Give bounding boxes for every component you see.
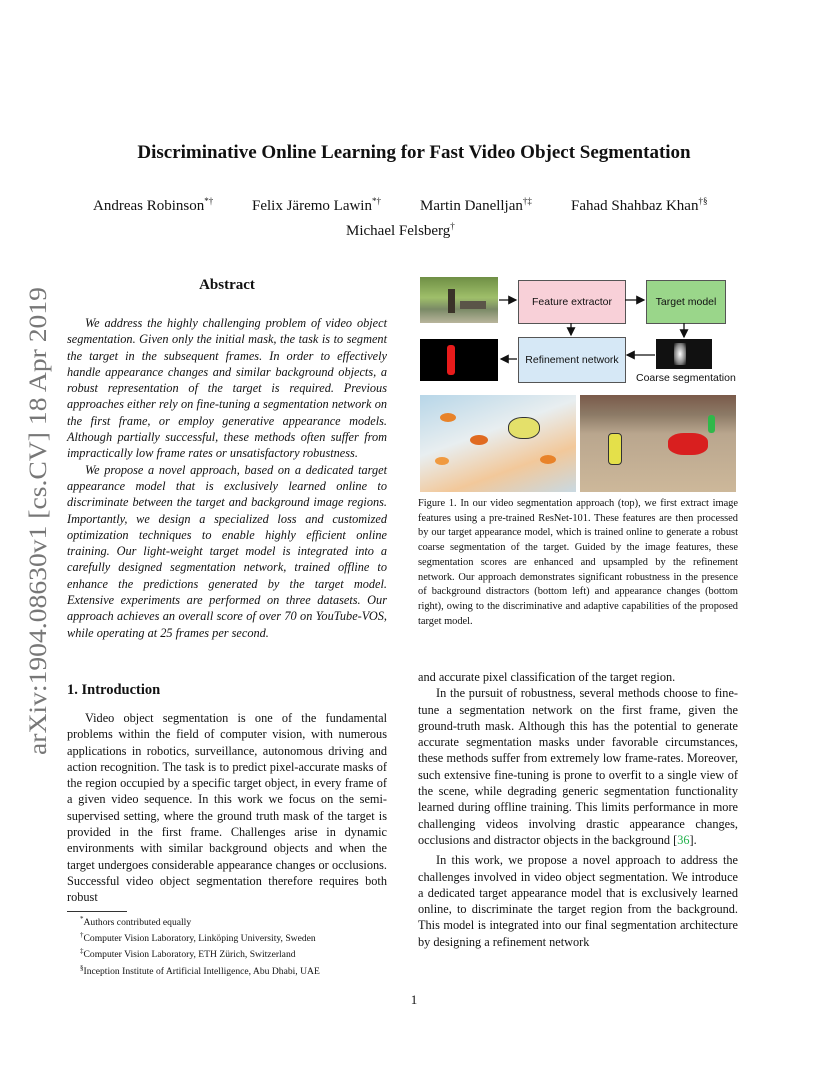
coarse-segmentation-label: Coarse segmentation (636, 372, 736, 384)
flow-arrows (418, 275, 740, 385)
author: Fahad Shahbaz Khan†§ (571, 196, 708, 214)
footnote: †Computer Vision Laboratory, Linköping University, Sweden (80, 931, 316, 945)
bull-example-image (580, 395, 736, 492)
footnote: *Authors contributed equally (80, 915, 192, 929)
intro-body (67, 710, 387, 906)
body-paragraph: Video object segmentation is one of the fundamental problems within the field of computer vision, with numerous applications in robotics, surveillance, autonomous driving and action recognition. The task is to predict pixel-accurate masks of the region occupied by a specific target object, in every frame of a given video sequence. In this work we focus on the semi-supervised setting, where the ground truth mask of the target is provided in the first frame. Challenges arise in dynamic environments with similar background objects and when the target undergoes considerable appearance changes or occlusions. Successful video object segmentation therefore requires both robust (67, 711, 387, 905)
refinement-network-box: Refinement network (518, 337, 626, 383)
footnote-rule (67, 911, 127, 912)
figure-caption: Figure 1. In our video segmentation approach (top), we first extract image features using a pre-trained ResNet-101. These features are then processed by our target appearance model, which is trained online to generate a robust coarse segmentation of the target. Guided by the image features, these segmentation scores are enhanced and upsampled by the refinement network. Our approach demonstrates significant robustness in the presence of background distractors (bottom left) and appearance changes (bottom right), owing to the discriminative and adaptive capabilities of the proposed target model. (418, 498, 738, 627)
body-paragraph: In the pursuit of robustness, several methods choose to fine-tune a segmentation network on the first frame, given the ground-truth mask. Although this has the potential to generate accurate segmentation masks under favorable circumstances, these methods suffer from extremely low frame-rates. Moreover, such extensive fine-tuning is prone to overfit to a single view of the scene, while degrading generic segmentation functionality learned during offline training. This limits performance in more challenging videos involving drastic appearance changes, occlusions and distractor objects in the background [36]. (418, 686, 738, 847)
paper-title: Discriminative Online Learning for Fast Video Object Segmentation (137, 142, 691, 163)
page-number: 1 (410, 992, 418, 1007)
abstract-paragraph: We address the highly challenging problem of video object segmentation. Given only the initial mask, the task is to segment the target in the subsequent frames. In order to effectively handle appearance changes and similar background objects, a robust representation of the target is required. Previous approaches either rely on fine-tuning a segmentation network on the first frame, or employ generative appearance models. Although partially successful, these methods often suffer from impractically low frame rates or unsatisfactory robustness. (67, 316, 387, 461)
citation-link[interactable]: 36 (677, 832, 690, 847)
abstract-paragraph: We propose a novel approach, based on a dedicated target appearance model that is exclusively learned online to discriminate between the target and background image regions. Importantly, we design a specialized loss and customized optimization techniques to enable highly efficient online training. Our light-weight target model is integrated into a carefully designed segmentation network, trained offline to enhance the predictions generated by the target model. Extensive experiments are performed on three datasets. Our approach achieves an overall score of over 70 on YouTube-VOS, while operating at 25 frames per second. (67, 462, 387, 640)
arxiv-id: arXiv:1904.08630v1 [cs.CV] 18 Apr 2019 (25, 331, 52, 755)
figure-1 (418, 275, 740, 495)
feature-extractor-box: Feature extractor (518, 280, 626, 324)
abstract-body (67, 315, 387, 641)
body-paragraph: In this work, we propose a novel approach to address the challenges involved in video object segmentation. We introduce a dedicated target appearance model that is exclusively learned online, to discriminate the target region from the background. This model is integrated into our final segmentation architecture by designing a refinement network (418, 853, 738, 949)
section-heading: 1. Introduction (67, 682, 161, 698)
author: Martin Danelljan†‡ (420, 196, 532, 214)
footnote: §Inception Institute of Artificial Intelligence, Abu Dhabi, UAE (80, 963, 320, 977)
author: Felix Järemo Lawin*† (252, 196, 381, 214)
right-column-body (418, 669, 738, 950)
fish-example-image (420, 395, 576, 492)
author: Michael Felsberg† (346, 221, 455, 239)
footnote: ‡Computer Vision Laboratory, ETH Zürich, Switzerland (80, 947, 296, 961)
author: Andreas Robinson*† (93, 196, 214, 214)
footnotes (80, 913, 320, 978)
abstract-heading: Abstract (199, 277, 255, 293)
body-paragraph: and accurate pixel classification of the target region. (418, 670, 676, 684)
target-model-box: Target model (646, 280, 726, 324)
arxiv-stamp (22, 285, 52, 755)
